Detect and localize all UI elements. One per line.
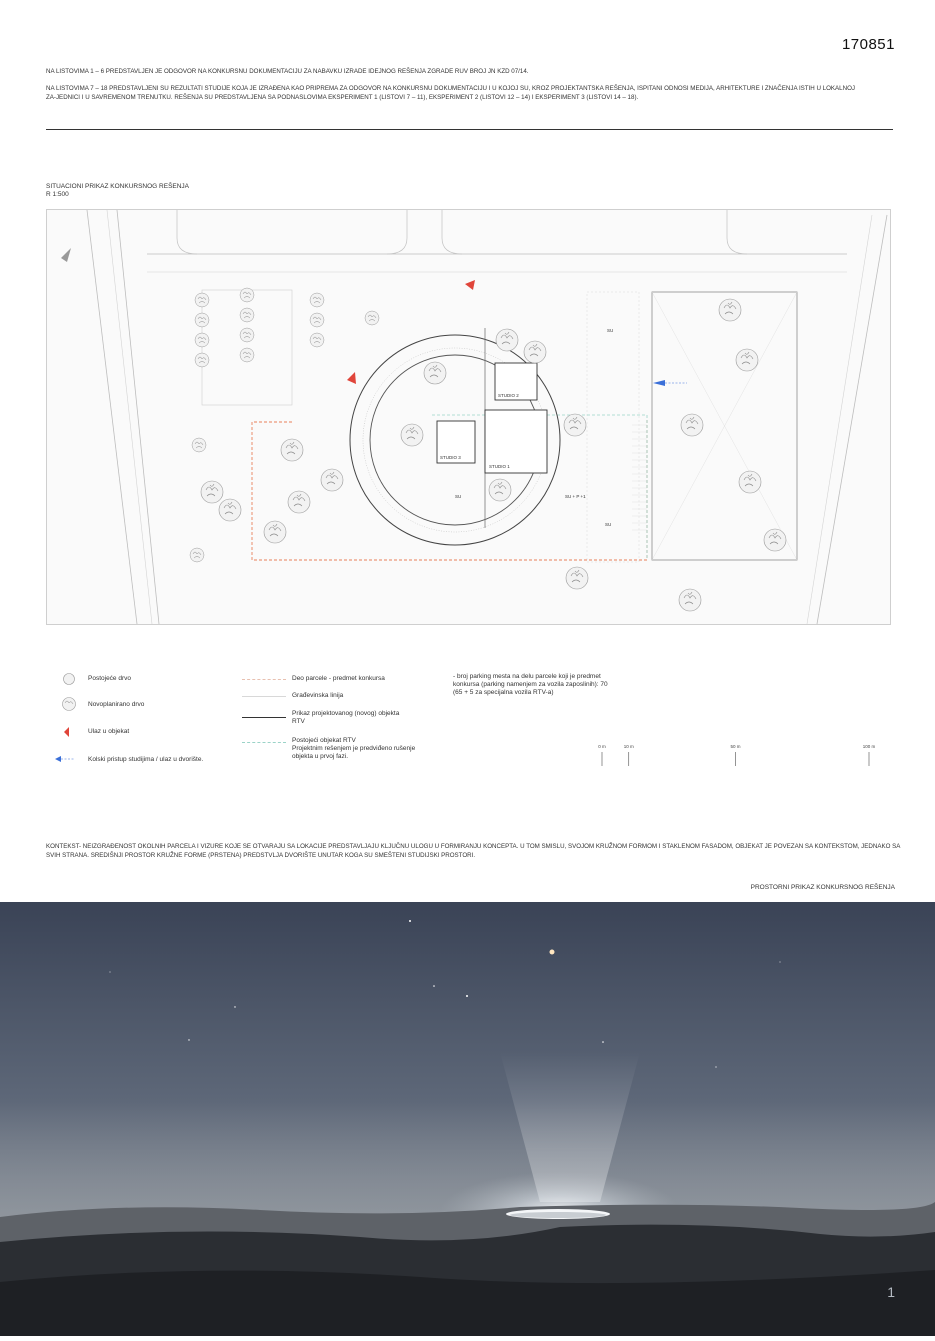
perspective-title: PROSTORNI PRIKAZ KONKURSNOG REŠENJA: [750, 884, 895, 891]
intro-paragraph-1: NA LISTOVIMA 1 – 6 PREDSTAVLJEN JE ODGOVOR NA KONKURSNU DOKUMENTACIJU ZA NABAVKU IZRADE IDEJNOG REŠENJA ZGRADE RUV BROJ JN KZD 07/14.: [46, 68, 529, 75]
context-paragraph: KONTEKST- NEIZGRAĐENOST OKOLNIH PARCELA I VIZURE KOJE SE OTVARAJU SA LOKACIJE PREDSTAVLJAJU KLJUČNU ULOGU U FORMIRANJU KONCEPTA. U TOM SMISLU, SVOJOM KRUŽNOM FORMOM I STAKLENOM FASADOM, OBJEKAT JE POVEZAN SA KONTEKSTOM, JEDNAKO SA SVIH STRANA. SREDIŠNJI PROSTOR KRUŽNE FORME (PRSTENA) PREDSTVLJA DVORIŠTE UNUTAR KOGA SU SMEŠTENI STUDIJSKI PROSTORI.: [46, 843, 901, 859]
scale-bar: [598, 742, 876, 772]
legend-middle: [242, 672, 442, 772]
existing-tree-icon: [62, 672, 76, 686]
night-render: [0, 902, 935, 1336]
site-plan-scale: R 1:500: [46, 191, 69, 198]
legend-existing-2: Projektnim rešenjem je predviđeno rušenje: [292, 745, 416, 752]
scale-tick-label: 0 m: [598, 744, 606, 749]
legend-existing-tree: Postojeće drvo: [88, 675, 131, 682]
label-su-top: SU: [607, 328, 614, 333]
label-studio-3: STUDIO 3: [440, 455, 461, 460]
scale-tick-label: 50 m: [730, 744, 741, 749]
site-plan: [46, 209, 891, 625]
building-line-swatch: [242, 696, 286, 697]
legend-new-tree: Novoplanirano drvo: [88, 701, 145, 708]
site-plan-title: SITUACIONI PRIKAZ KONKURSNOG REŠENJA: [46, 183, 190, 190]
sheet-code: 170851: [841, 36, 895, 53]
label-studio-2: STUDIO 2: [498, 393, 519, 398]
divider: [46, 129, 893, 130]
scale-tick-label: 100 m: [862, 744, 876, 749]
new-tree-icon: [61, 696, 77, 712]
scale-bar-drawing: [598, 742, 876, 772]
parking-line-3: (65 + 5 za specijalna vozila RTV-a): [453, 689, 554, 696]
legend-new-building-2: RTV: [292, 718, 305, 725]
legend-existing-1: Postojeći objekat RTV: [292, 737, 356, 744]
existing-building-swatch: [242, 742, 286, 743]
legend-vehicle-access: Kolski pristup studijima / ulaz u dvorište.: [88, 756, 204, 763]
new-building-swatch: [242, 717, 286, 718]
legend-new-building-1: Prikaz projektovanog (novog) objekta: [292, 710, 400, 717]
parcel-line-swatch: [242, 679, 286, 680]
site-plan-drawing: [47, 210, 890, 624]
parking-line-2: konkursa (parking namenjem za vozila zaposlinih): 70: [453, 681, 608, 688]
site-plan-heading: [46, 183, 189, 199]
label-su-p1: SU + P +1: [565, 494, 586, 499]
vehicle-access-icon: [54, 754, 76, 764]
intro-paragraph-2: NA LISTOVIMA 7 – 18 PREDSTAVLJENI SU REZULTATI STUDIJE KOJA JE IZRAĐENA KAO PRIPREMA ZA ODGOVOR NA KONKURSNU DOKUMENTACIJU I U KOJOJ SU, KROZ PROJEKTANTSKA REŠENJA, ISPITANI ODNOSI MEDIJA, ARHITEKTURE I ZNAČENJA ISTIH U LOKALNOJ ZA-JEDNICI I U SAVREMENOM TRENUTKU. REŠENJA SU PREDSTAVLJENA SA PODNASLOVIMA EKSPERIMENT 1 (LISTOVI 7 – 11), EKSPERIMENT 2 (LISTOVI 12 – 14) I EKSPERIMENT 3 (LISTOVI 14 – 18).: [46, 85, 855, 101]
label-su-center: SU: [455, 494, 462, 499]
night-render-image: [0, 902, 935, 1336]
legend-entrance: Ulaz u objekat: [88, 728, 130, 735]
entrance-icon: [62, 726, 72, 738]
page-number: 1: [887, 1284, 895, 1300]
legend-left: [52, 672, 252, 772]
legend-building-line: Građevinska linija: [292, 692, 344, 699]
legend-parking: [453, 673, 653, 713]
parking-line-1: - broj parking mesta na delu parcele koji je predmet: [453, 673, 601, 680]
label-studio-1: STUDIO 1: [489, 464, 510, 469]
scale-tick-label: 10 m: [623, 744, 634, 749]
legend-parcel: Deo parcele - predmet konkursa: [292, 675, 385, 682]
legend-existing-3: objekta u prvoj fazi.: [292, 753, 349, 760]
label-su-bottom: SU: [605, 522, 612, 527]
